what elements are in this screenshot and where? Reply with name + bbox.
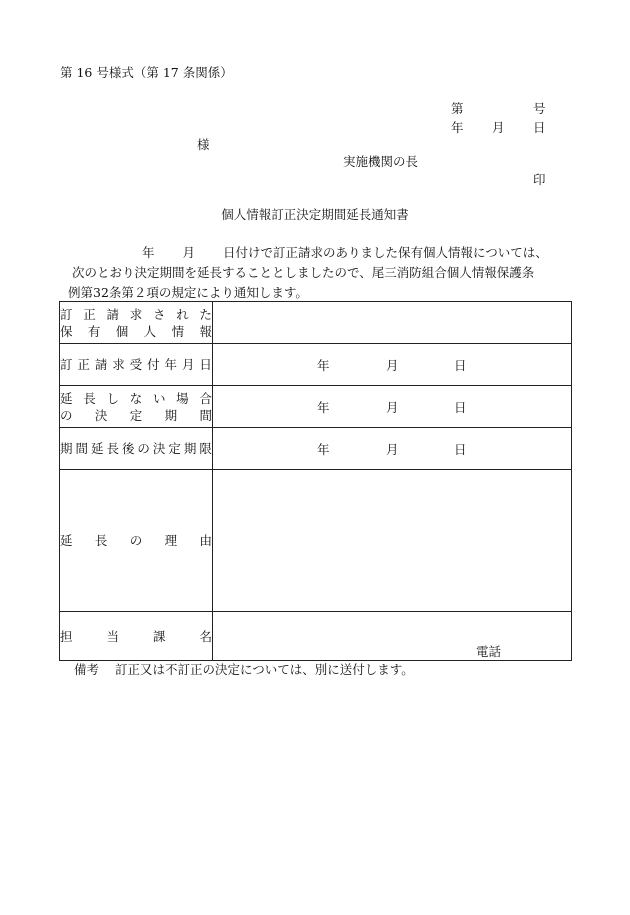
label-line: 期 間 延 長 後 の 決 定 期 限	[60, 441, 212, 456]
form-number: 第 16 号様式（第 17 条関係）	[60, 65, 233, 80]
body-year-label: 年	[142, 245, 155, 260]
table-row	[60, 344, 572, 386]
date-month-label: 月	[386, 399, 399, 415]
table-row	[60, 612, 572, 661]
label-line: 保 有 個 人 情 報	[60, 323, 212, 339]
body-line2: 次のとおり決定期間を延長することとしましたので、尾三消防組合個人情報保護条	[72, 265, 535, 280]
row-label-receipt-date	[60, 344, 213, 386]
body-line1-text: 日付けで訂正請求のありました保有個人情報については、	[223, 245, 548, 260]
date-year-label: 年	[317, 441, 330, 457]
label-line: の 決 定 期 間	[60, 407, 212, 423]
table-row	[60, 302, 572, 344]
department-field[interactable]	[213, 612, 572, 661]
extended-deadline-field[interactable]	[213, 428, 572, 470]
date-day-label: 日	[454, 357, 467, 373]
date-month-label: 月	[386, 441, 399, 457]
label-line: 担 当 課 名	[60, 628, 212, 644]
receipt-date-field[interactable]	[213, 344, 572, 386]
issue-year-label: 年	[451, 120, 464, 135]
corrected-info-field[interactable]	[213, 302, 572, 344]
issue-day-label: 日	[533, 120, 546, 135]
label-line: 訂 正 請 求 さ れ た	[60, 306, 212, 322]
date-year-label: 年	[317, 357, 330, 373]
seal-mark: 印	[533, 172, 546, 187]
label-line: 訂 正 請 求 受 付 年 月 日	[60, 357, 212, 372]
row-label-extended-deadline	[60, 428, 213, 470]
label-line: 延 長 の 理 由	[60, 533, 212, 548]
issue-month-label: 月	[492, 120, 505, 135]
table-row	[60, 386, 572, 428]
table-row	[60, 428, 572, 470]
body-line3: 例第32条第２項の規定により通知します。	[68, 285, 308, 300]
no-extension-period-field[interactable]	[213, 386, 572, 428]
extension-reason-field[interactable]	[213, 470, 572, 612]
date-day-label: 日	[454, 441, 467, 457]
row-label-corrected-info	[60, 302, 213, 344]
notice-table	[59, 301, 572, 661]
phone-label: 電話	[476, 644, 502, 659]
notice-body	[68, 243, 582, 303]
document-title: 個人情報訂正決定期間延長通知書	[221, 207, 409, 222]
date-year-label: 年	[317, 399, 330, 415]
remark	[74, 664, 414, 677]
row-label-no-extension-period	[60, 386, 213, 428]
date-day-label: 日	[454, 399, 467, 415]
table-row	[60, 470, 572, 612]
row-label-extension-reason	[60, 470, 213, 612]
doc-number-prefix: 第	[451, 101, 464, 116]
body-month-label: 月	[182, 245, 196, 260]
remark-text: 訂正又は不訂正の決定については、別に送付します。	[115, 662, 414, 677]
doc-number-suffix: 号	[533, 101, 546, 116]
recipient-honorific: 様	[197, 137, 210, 152]
row-label-department	[60, 612, 213, 661]
label-line: 延 長 し な い 場 合	[60, 390, 212, 406]
remark-label: 備考	[74, 662, 100, 677]
agency-head: 実施機関の長	[343, 154, 419, 169]
date-month-label: 月	[386, 357, 399, 373]
